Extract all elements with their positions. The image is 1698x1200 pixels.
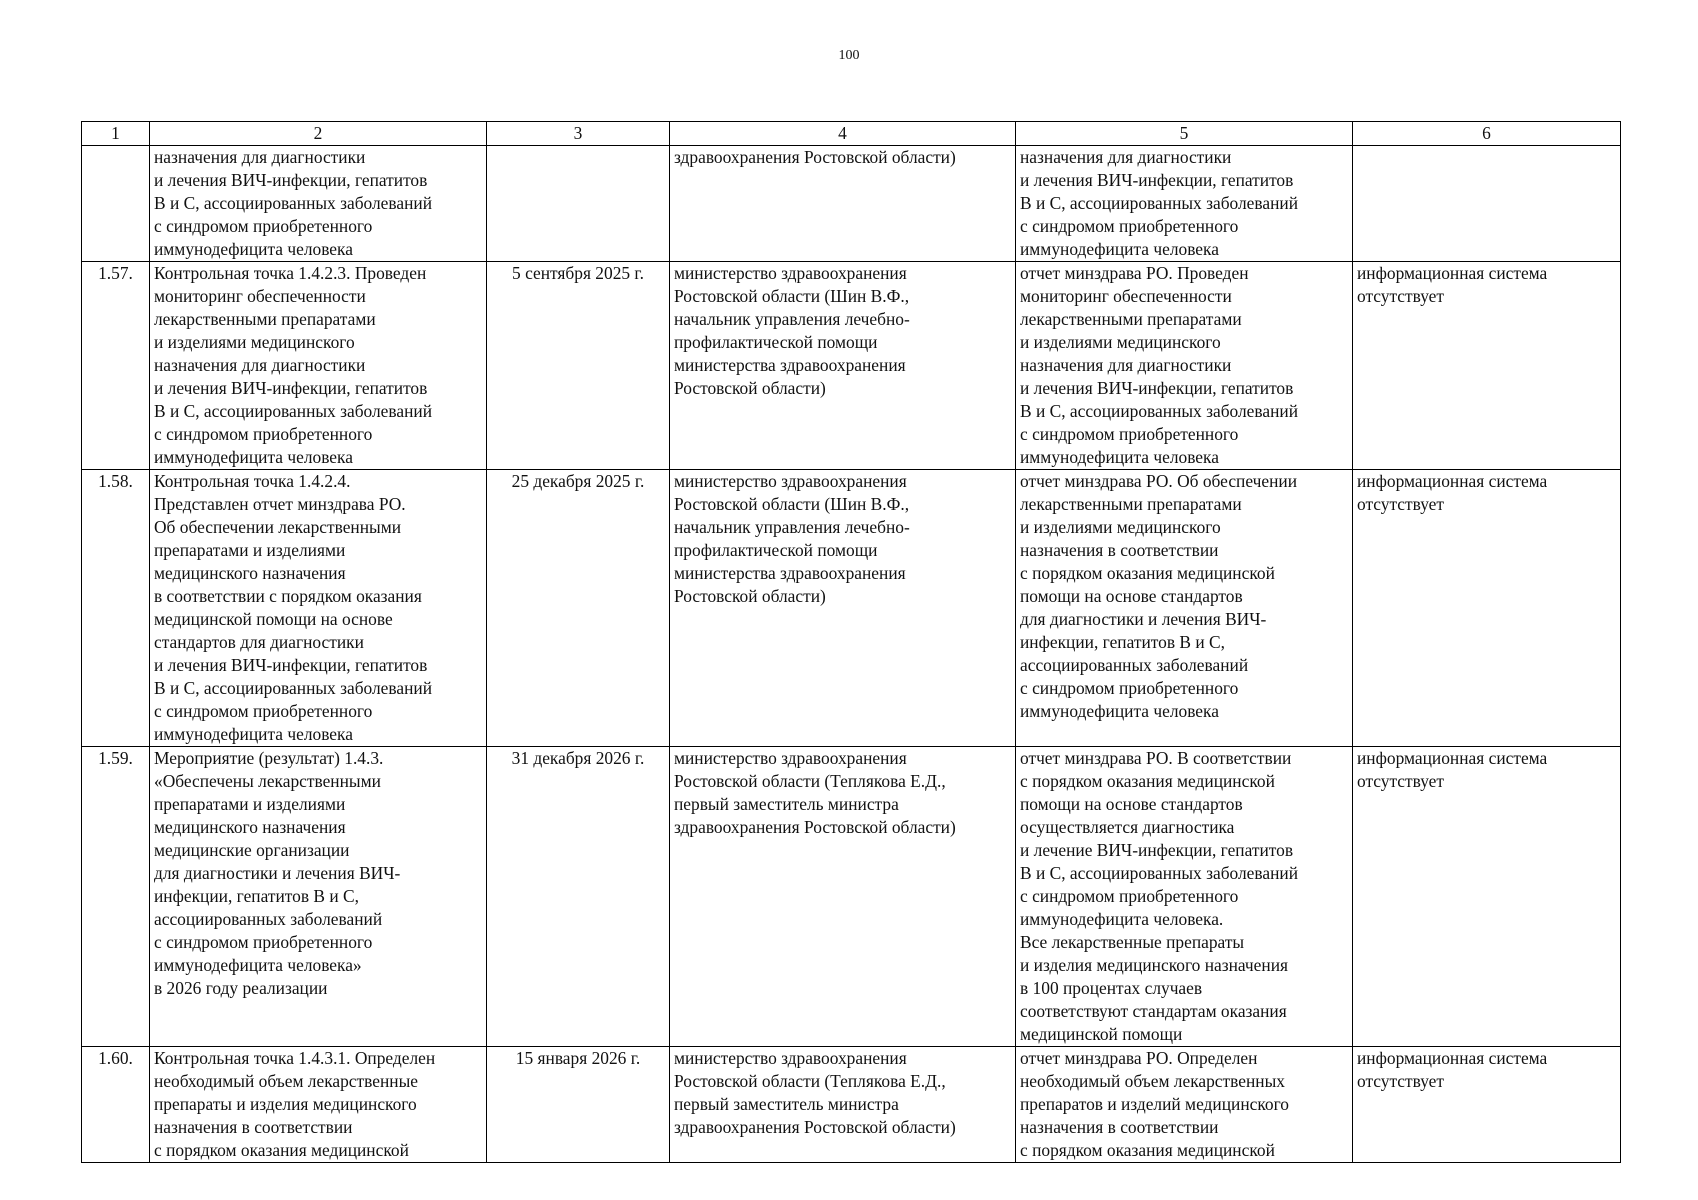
row-date: 25 декабря 2025 г. <box>487 470 670 747</box>
row-date <box>487 146 670 262</box>
row-responsible: министерство здравоохранения Ростовской области (Теплякова Е.Д., первый заместитель министра здравоохранения Ростовской области) <box>670 747 1016 1047</box>
row-date: 31 декабря 2026 г. <box>487 747 670 1047</box>
table-row <box>82 1047 1621 1163</box>
row-system: информационная система отсутствует <box>1353 262 1621 470</box>
row-number: 1.58. <box>82 470 150 747</box>
row-name: Контрольная точка 1.4.3.1. Определен необходимый объем лекарственные препараты и изделия медицинского назначения в соответствии с порядком оказания медицинской <box>150 1047 487 1163</box>
row-number: 1.60. <box>82 1047 150 1163</box>
row-result: отчет минздрава РО. Определен необходимый объем лекарственных препаратов и изделий медицинского назначения в соответствии с порядком оказания медицинской <box>1016 1047 1353 1163</box>
table-header-row <box>82 122 1621 146</box>
column-header: 6 <box>1353 122 1621 146</box>
row-result: отчет минздрава РО. Проведен мониторинг обеспеченности лекарственными препаратами и изделиями медицинского назначения для диагностики и лечения ВИЧ-инфекции, гепатитов В и С, ассоциированных заболеваний с синдромом приобретенного иммунодефицита человека <box>1016 262 1353 470</box>
row-name: Контрольная точка 1.4.2.3. Проведен мониторинг обеспеченности лекарственными препаратами и изделиями медицинского назначения для диагностики и лечения ВИЧ-инфекции, гепатитов В и С, ассоциированных заболеваний с синдромом приобретенного иммунодефицита человека <box>150 262 487 470</box>
plan-table <box>81 121 1621 1163</box>
table-row <box>82 146 1621 262</box>
column-header: 3 <box>487 122 670 146</box>
column-header: 5 <box>1016 122 1353 146</box>
table-row <box>82 470 1621 747</box>
row-result: отчет минздрава РО. В соответствии с порядком оказания медицинской помощи на основе стандартов осуществляется диагностика и лечение ВИЧ-инфекции, гепатитов В и С, ассоциированных заболеваний с синдромом приобретенного иммунодефицита человека. Все лекарственные препараты и изделия медицинского назначения в 100 процентах случаев соответствуют стандартам оказания медицинской помощи <box>1016 747 1353 1047</box>
row-result: назначения для диагностики и лечения ВИЧ-инфекции, гепатитов В и С, ассоциированных заболеваний с синдромом приобретенного иммунодефицита человека <box>1016 146 1353 262</box>
row-number <box>82 146 150 262</box>
column-header: 2 <box>150 122 487 146</box>
row-system: информационная система отсутствует <box>1353 747 1621 1047</box>
row-responsible: министерство здравоохранения Ростовской области (Теплякова Е.Д., первый заместитель министра здравоохранения Ростовской области) <box>670 1047 1016 1163</box>
row-responsible: министерство здравоохранения Ростовской области (Шин В.Ф., начальник управления лечебно- профилактической помощи министерства здравоохранения Ростовской области) <box>670 470 1016 747</box>
page-number: 100 <box>838 48 860 63</box>
row-system: информационная система отсутствует <box>1353 1047 1621 1163</box>
row-name: Контрольная точка 1.4.2.4. Представлен отчет минздрава РО. Об обеспечении лекарственными препаратами и изделиями медицинского назначения в соответствии с порядком оказания медицинской помощи на основе стандартов для диагностики и лечения ВИЧ-инфекции, гепатитов В и С, ассоциированных заболеваний с синдромом приобретенного иммунодефицита человека <box>150 470 487 747</box>
row-date: 15 января 2026 г. <box>487 1047 670 1163</box>
row-number: 1.59. <box>82 747 150 1047</box>
row-responsible: министерство здравоохранения Ростовской области (Шин В.Ф., начальник управления лечебно- профилактической помощи министерства здравоохранения Ростовской области) <box>670 262 1016 470</box>
column-header: 1 <box>82 122 150 146</box>
table-row <box>82 747 1621 1047</box>
row-result: отчет минздрава РО. Об обеспечении лекарственными препаратами и изделиями медицинского назначения в соответствии с порядком оказания медицинской помощи на основе стандартов для диагностики и лечения ВИЧ- инфекции, гепатитов В и С, ассоциированных заболеваний с синдромом приобретенного иммунодефицита человека <box>1016 470 1353 747</box>
row-date: 5 сентября 2025 г. <box>487 262 670 470</box>
row-system: информационная система отсутствует <box>1353 470 1621 747</box>
table-row <box>82 262 1621 470</box>
row-name: Мероприятие (результат) 1.4.3. «Обеспечены лекарственными препаратами и изделиями медицинского назначения медицинские организации для диагностики и лечения ВИЧ- инфекции, гепатитов В и С, ассоциированных заболеваний с синдромом приобретенного иммунодефицита человека» в 2026 году реализации <box>150 747 487 1047</box>
row-number: 1.57. <box>82 262 150 470</box>
column-header: 4 <box>670 122 1016 146</box>
row-name: назначения для диагностики и лечения ВИЧ-инфекции, гепатитов В и С, ассоциированных заболеваний с синдромом приобретенного иммунодефицита человека <box>150 146 487 262</box>
row-responsible: здравоохранения Ростовской области) <box>670 146 1016 262</box>
row-system <box>1353 146 1621 262</box>
